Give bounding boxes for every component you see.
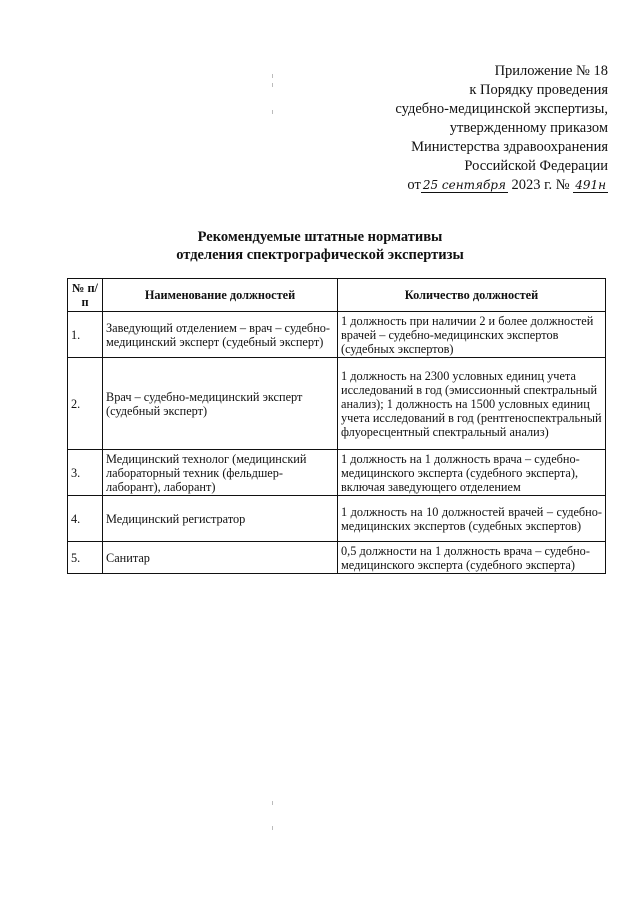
header-line: Российской Федерации bbox=[464, 158, 608, 174]
date-prefix: от bbox=[407, 177, 421, 193]
header-line: утвержденному приказом bbox=[449, 120, 608, 136]
scan-mark bbox=[272, 74, 273, 78]
scan-mark bbox=[272, 83, 273, 87]
row-quantity: 1 должность на 10 должностей врачей – судебно-медицинских экспертов (судебных экспертов) bbox=[338, 496, 606, 542]
column-header-position: Наименование должностей bbox=[103, 279, 338, 312]
title-line-1: Рекомендуемые штатные нормативы bbox=[197, 229, 443, 245]
handwritten-date: 25 сентября bbox=[422, 178, 506, 192]
row-position: Медицинский регистратор bbox=[103, 496, 338, 542]
table-row bbox=[68, 542, 606, 574]
column-header-number: № п/п bbox=[68, 279, 103, 312]
header-line: судебно-медицинской экспертизы, bbox=[395, 101, 608, 117]
date-suffix: 2023 г. № bbox=[511, 177, 570, 193]
row-position: Заведующий отделением – врач – судебно-медицинский эксперт (судебный эксперт) bbox=[103, 312, 338, 358]
scan-mark bbox=[272, 110, 273, 114]
row-number: 5. bbox=[68, 542, 103, 574]
scan-mark bbox=[272, 801, 273, 805]
table-row bbox=[68, 312, 606, 358]
row-quantity: 0,5 должности на 1 должность врача – судебно-медицинского эксперта (судебного эксперта) bbox=[338, 542, 606, 574]
document-header bbox=[278, 62, 608, 195]
header-line: Приложение № 18 bbox=[494, 63, 608, 79]
header-line: к Порядку проведения bbox=[469, 82, 608, 98]
title-line-2: отделения спектрографической экспертизы bbox=[176, 247, 464, 263]
page-title bbox=[0, 228, 640, 264]
row-number: 3. bbox=[68, 450, 103, 496]
row-number: 2. bbox=[68, 358, 103, 450]
table-row bbox=[68, 496, 606, 542]
table-header-row bbox=[68, 279, 606, 312]
header-line: Министерства здравоохранения bbox=[411, 139, 608, 155]
row-quantity: 1 должность при наличии 2 и более должностей врачей – судебно-медицинских экспертов (судебных экспертов) bbox=[338, 312, 606, 358]
row-position: Медицинский технолог (медицинский лабораторный техник (фельдшер-лаборант), лаборант) bbox=[103, 450, 338, 496]
row-quantity: 1 должность на 2300 условных единиц учета исследований в год (эмиссионный спектральный анализ); 1 должность на 1500 условных единиц учета исследований в год (рентгеноспектральный флуоресцентный спектральный анализ) bbox=[338, 358, 606, 450]
table-row bbox=[68, 450, 606, 496]
column-header-quantity: Количество должностей bbox=[338, 279, 606, 312]
staffing-table bbox=[67, 278, 606, 574]
order-date-line bbox=[278, 176, 608, 195]
row-position: Врач – судебно-медицинский эксперт (судебный эксперт) bbox=[103, 358, 338, 450]
row-position: Санитар bbox=[103, 542, 338, 574]
row-number: 4. bbox=[68, 496, 103, 542]
handwritten-number: 491н bbox=[575, 178, 606, 192]
scan-mark bbox=[272, 826, 273, 830]
row-number: 1. bbox=[68, 312, 103, 358]
table-row bbox=[68, 358, 606, 450]
row-quantity: 1 должность на 1 должность врача – судебно-медицинского эксперта (судебного эксперта), включая заведующего отделением bbox=[338, 450, 606, 496]
